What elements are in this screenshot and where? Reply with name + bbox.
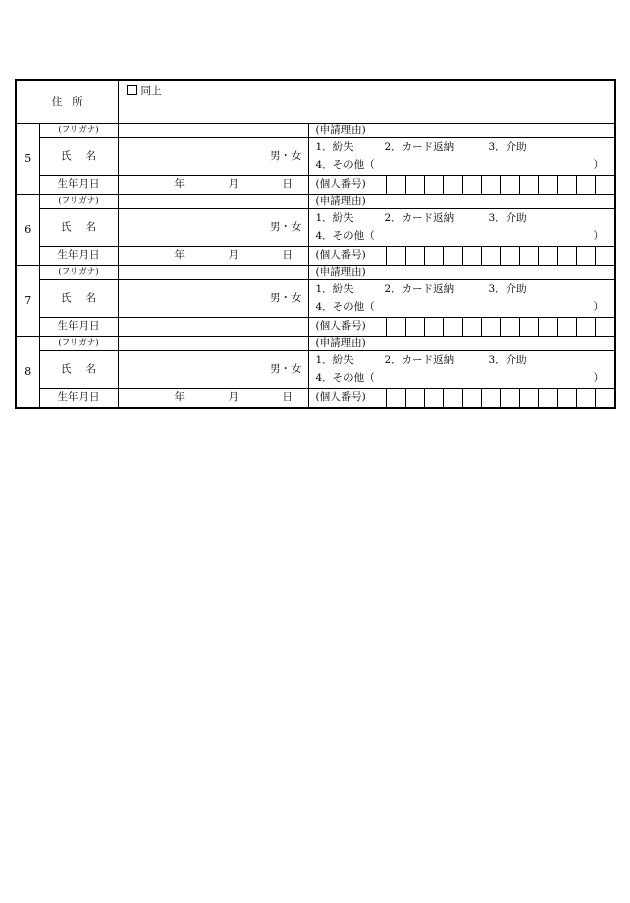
reason-option-assist[interactable]: 3．介助 (488, 282, 527, 295)
furigana-input[interactable] (118, 336, 308, 350)
reason-other-close: ） (593, 300, 604, 313)
entry-number: 7 (16, 265, 39, 336)
birthdate-row (16, 388, 615, 408)
year-label: 年 (174, 390, 185, 403)
digit-box[interactable] (481, 389, 500, 407)
name-row (16, 279, 615, 317)
birthdate-input[interactable] (118, 388, 308, 408)
day-label: 日 (282, 248, 293, 261)
individual-number-label: (個人番号) (308, 175, 386, 194)
furigana-label: (フリガナ) (39, 265, 118, 279)
reason-options (308, 137, 615, 175)
name-input[interactable] (118, 279, 308, 317)
birthdate-row (16, 317, 615, 336)
name-input[interactable] (118, 350, 308, 388)
address-label: 住所 (16, 80, 118, 123)
digit-box[interactable] (405, 176, 424, 194)
entry-number: 6 (16, 194, 39, 265)
birthdate-label: 生年月日 (39, 175, 118, 194)
digit-box[interactable] (387, 247, 405, 265)
entry-number: 8 (16, 336, 39, 408)
birthdate-input[interactable] (118, 317, 308, 336)
digit-box[interactable] (462, 389, 481, 407)
reason-option-lost[interactable]: 1．紛失 (315, 353, 354, 366)
individual-number-label: (個人番号) (308, 246, 386, 265)
reason-option-other[interactable]: 4．その他（ (315, 229, 375, 242)
digit-box[interactable] (387, 176, 405, 194)
same-as-above-checkbox[interactable] (127, 85, 137, 95)
digit-box[interactable] (405, 247, 424, 265)
digit-box[interactable] (576, 247, 595, 265)
digit-box[interactable] (557, 176, 576, 194)
reason-option-other[interactable]: 4．その他（ (315, 371, 375, 384)
entry-number: 5 (16, 123, 39, 194)
digit-box[interactable] (557, 318, 576, 336)
address-row (16, 80, 615, 123)
digit-box[interactable] (481, 247, 500, 265)
digit-box[interactable] (405, 318, 424, 336)
digit-box[interactable] (557, 389, 576, 407)
digit-box[interactable] (576, 389, 595, 407)
digit-box[interactable] (443, 176, 462, 194)
digit-box[interactable] (500, 318, 519, 336)
reason-other-close: ） (593, 229, 604, 242)
digit-box[interactable] (481, 318, 500, 336)
reason-option-other[interactable]: 4．その他（ (315, 158, 375, 171)
name-label: 氏 名 (39, 279, 118, 317)
furigana-label: (フリガナ) (39, 123, 118, 137)
digit-box[interactable] (576, 176, 595, 194)
digit-box[interactable] (557, 247, 576, 265)
reason-option-return[interactable]: 2．カード返納 (384, 211, 455, 224)
digit-box[interactable] (595, 247, 614, 265)
digit-box[interactable] (538, 389, 557, 407)
application-form-table (15, 79, 616, 409)
reason-other-close: ） (593, 158, 604, 171)
reason-heading: (申請理由) (308, 336, 615, 350)
birthdate-label: 生年月日 (39, 388, 118, 408)
digit-box[interactable] (387, 318, 405, 336)
sex-selector[interactable]: 男・女 (270, 291, 302, 304)
individual-number-boxes[interactable] (386, 388, 615, 408)
name-input[interactable] (118, 208, 308, 246)
digit-box[interactable] (538, 247, 557, 265)
digit-box[interactable] (519, 389, 538, 407)
month-label: 月 (228, 177, 239, 190)
furigana-row (16, 265, 615, 279)
birthdate-label: 生年月日 (39, 317, 118, 336)
digit-box[interactable] (500, 247, 519, 265)
day-label: 日 (282, 390, 293, 403)
birthdate-row (16, 175, 615, 194)
year-label: 年 (174, 248, 185, 261)
reason-option-assist[interactable]: 3．介助 (488, 211, 527, 224)
digit-box[interactable] (481, 176, 500, 194)
name-label: 氏 名 (39, 350, 118, 388)
name-row (16, 350, 615, 388)
birthdate-row (16, 246, 615, 265)
individual-number-label: (個人番号) (308, 388, 386, 408)
reason-option-return[interactable]: 2．カード返納 (384, 353, 455, 366)
digit-box[interactable] (595, 389, 614, 407)
individual-number-boxes[interactable] (386, 175, 615, 194)
digit-box[interactable] (462, 247, 481, 265)
furigana-row (16, 194, 615, 208)
digit-box[interactable] (538, 176, 557, 194)
digit-box[interactable] (443, 389, 462, 407)
digit-box[interactable] (387, 389, 405, 407)
digit-box[interactable] (424, 176, 443, 194)
digit-box[interactable] (443, 318, 462, 336)
reason-option-assist[interactable]: 3．介助 (488, 140, 527, 153)
digit-box[interactable] (500, 176, 519, 194)
digit-box[interactable] (595, 318, 614, 336)
sex-selector[interactable]: 男・女 (270, 149, 302, 162)
birthdate-input[interactable] (118, 246, 308, 265)
reason-options (308, 279, 615, 317)
furigana-input[interactable] (118, 265, 308, 279)
month-label: 月 (228, 248, 239, 261)
reason-option-lost[interactable]: 1．紛失 (315, 282, 354, 295)
same-as-above-label: 同上 (140, 85, 162, 97)
birthdate-label: 生年月日 (39, 246, 118, 265)
digit-box[interactable] (519, 318, 538, 336)
address-value-cell[interactable] (118, 80, 615, 123)
name-label: 氏 名 (39, 208, 118, 246)
reason-options (308, 350, 615, 388)
individual-number-boxes[interactable] (386, 246, 615, 265)
reason-heading: (申請理由) (308, 123, 615, 137)
digit-box[interactable] (595, 176, 614, 194)
name-input[interactable] (118, 137, 308, 175)
digit-box[interactable] (538, 318, 557, 336)
digit-box[interactable] (424, 247, 443, 265)
reason-option-lost[interactable]: 1．紛失 (315, 140, 354, 153)
reason-option-lost[interactable]: 1．紛失 (315, 211, 354, 224)
reason-option-assist[interactable]: 3．介助 (488, 353, 527, 366)
digit-box[interactable] (500, 389, 519, 407)
digit-box[interactable] (424, 318, 443, 336)
individual-number-boxes[interactable] (386, 317, 615, 336)
digit-box[interactable] (462, 176, 481, 194)
reason-heading: (申請理由) (308, 194, 615, 208)
furigana-row (16, 336, 615, 350)
year-label: 年 (174, 177, 185, 190)
reason-options (308, 208, 615, 246)
digit-box[interactable] (424, 389, 443, 407)
furigana-label: (フリガナ) (39, 336, 118, 350)
digit-box[interactable] (519, 247, 538, 265)
reason-option-return[interactable]: 2．カード返納 (384, 282, 455, 295)
sex-selector[interactable]: 男・女 (270, 362, 302, 375)
sex-selector[interactable]: 男・女 (270, 220, 302, 233)
furigana-row (16, 123, 615, 137)
digit-box[interactable] (519, 176, 538, 194)
digit-box[interactable] (443, 247, 462, 265)
month-label: 月 (228, 390, 239, 403)
reason-option-return[interactable]: 2．カード返納 (384, 140, 455, 153)
digit-box[interactable] (576, 318, 595, 336)
reason-option-other[interactable]: 4．その他（ (315, 300, 375, 313)
name-row (16, 208, 615, 246)
name-label: 氏 名 (39, 137, 118, 175)
birthdate-input[interactable] (118, 175, 308, 194)
furigana-input[interactable] (118, 123, 308, 137)
reason-heading: (申請理由) (308, 265, 615, 279)
reason-other-close: ） (593, 371, 604, 384)
furigana-input[interactable] (118, 194, 308, 208)
name-row (16, 137, 615, 175)
furigana-label: (フリガナ) (39, 194, 118, 208)
day-label: 日 (282, 177, 293, 190)
digit-box[interactable] (405, 389, 424, 407)
individual-number-label: (個人番号) (308, 317, 386, 336)
digit-box[interactable] (462, 318, 481, 336)
